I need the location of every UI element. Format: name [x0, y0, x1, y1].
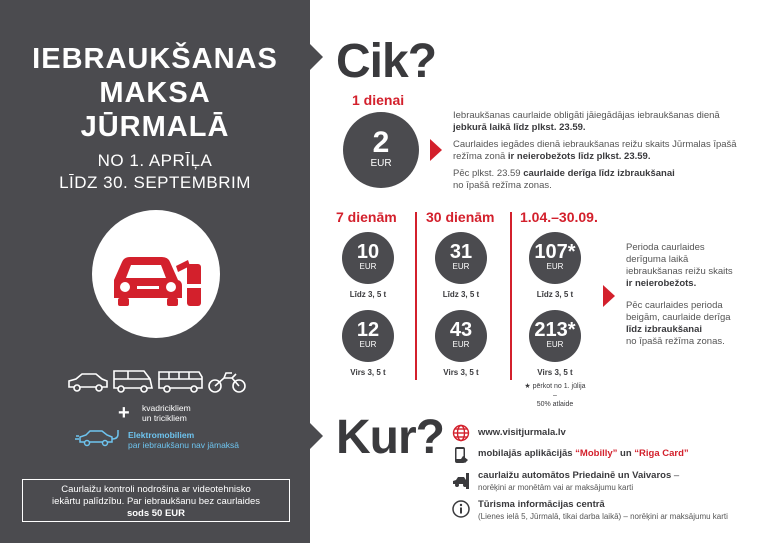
day-price-circle	[343, 112, 419, 188]
day-info-2	[453, 139, 753, 163]
col-season-label: 1.04.–30.09.	[520, 209, 598, 225]
date-range	[0, 150, 310, 194]
day-arrow-icon	[430, 139, 442, 161]
tic-address: (Lienes ielā 5, Jūrmalā, tikai darba laikā) – norēķini ar maksājumu karti	[478, 512, 728, 521]
toll-car-illustration	[92, 210, 220, 338]
period-arrow-icon	[603, 285, 615, 307]
vehicles-icon	[66, 365, 248, 395]
cap-30-heavy: Virs 3, 5 t	[443, 368, 479, 377]
day-info-1	[453, 110, 753, 134]
ev-subtitle: par iebraukšanu nav jāmaksā	[128, 440, 240, 450]
cap-7-light: Līdz 3, 5 t	[349, 290, 387, 299]
day-info-2b: režīma zonā	[453, 151, 508, 162]
plus-icon: +	[118, 402, 130, 424]
period-line-8: no īpašā režīma zonas.	[626, 336, 725, 347]
divider-1	[415, 212, 417, 380]
machines-title: caurlaižu automātos Priedainē un Vaivaros	[478, 470, 672, 481]
tic-title: Tūrisma informācijas centrā	[478, 499, 605, 510]
tourism-center	[478, 499, 763, 523]
title-line-1: IEBRAUKŠANAS	[32, 43, 278, 75]
day-info-2c: ir neierobežots līdz plkst. 23.59.	[507, 151, 651, 162]
app-riga-card: “Riga Card”	[634, 448, 689, 459]
day-info-3	[453, 168, 753, 192]
divider-2	[510, 212, 512, 380]
price-7-heavy-value: 12	[356, 319, 380, 341]
apps-text-a: mobilajās aplikācijās	[478, 448, 576, 459]
kur-pointer	[310, 423, 323, 449]
quadricycles-line-1: kvadricikliem	[142, 403, 191, 413]
price-7-light	[342, 232, 394, 284]
price-7-light-currency: EUR	[359, 262, 377, 271]
mobile-app-icon	[452, 446, 470, 464]
day-info-2a: Caurlaides iegādes dienā iebraukšanas reižu skaits Jūrmalas īpašā	[453, 139, 737, 150]
mobile-apps	[478, 448, 689, 460]
day-info-1b: jebkurā laikā līdz plkst. 23.59.	[453, 122, 586, 133]
period-line-3: iebraukšanas reižu skaits	[626, 266, 733, 277]
price-30-heavy-value: 43	[449, 319, 473, 341]
title-line-2: MAKSA	[99, 77, 211, 109]
vehicle-types	[66, 365, 248, 395]
electric-car-icon	[74, 426, 122, 448]
enforcement-notice	[22, 479, 290, 522]
price-30-light	[435, 232, 487, 284]
machines-dash: –	[671, 470, 680, 481]
info-icon	[452, 500, 470, 518]
day-label: 1 dienai	[352, 92, 405, 108]
price-30-light-value: 31	[449, 241, 473, 263]
ev-title: Elektromobiliem	[128, 430, 195, 440]
price-30-light-currency: EUR	[452, 262, 470, 271]
day-info-1a: Iebraukšanas caurlaide obligāti jāiegādājas iebraukšanas dienā	[453, 110, 720, 121]
globe-icon	[452, 424, 470, 442]
price-7-light-value: 10	[356, 241, 380, 263]
col-30-label: 30 dienām	[426, 209, 495, 225]
notice-line-2: iekārtu palīdzību. Par iebraukšanu bez caurlaides	[51, 496, 261, 507]
day-info-3c: no īpašā režīma zonas.	[453, 180, 552, 191]
price-season-light-currency: EUR	[546, 262, 564, 271]
day-info-3a: Pēc plkst. 23.59	[453, 168, 524, 179]
price-season-light	[529, 232, 581, 284]
cap-season-light: Līdz 3, 5 t	[536, 290, 574, 299]
period-line-5: Pēc caurlaides perioda	[626, 300, 723, 311]
footnote-line-1: ★ pērkot no 1. jūlija –	[524, 383, 586, 399]
quadricycles-line-2: un tricikliem	[142, 413, 187, 423]
period-line-4: ir neierobežots.	[626, 278, 697, 289]
day-price: 2	[372, 126, 390, 159]
price-season-light-value: 107*	[534, 241, 576, 263]
price-7-heavy	[342, 310, 394, 362]
cap-season-heavy: Virs 3, 5 t	[537, 368, 573, 377]
price-30-heavy-currency: EUR	[452, 340, 470, 349]
cik-heading: Cik?	[336, 35, 437, 88]
price-7-heavy-currency: EUR	[359, 340, 377, 349]
date-to: LĪDZ 30. SEPTEMBRIM	[59, 173, 251, 192]
app-mobilly: “Mobilly”	[575, 448, 618, 459]
cap-30-light: Līdz 3, 5 t	[442, 290, 480, 299]
price-season-heavy	[529, 310, 581, 362]
price-season-heavy-currency: EUR	[546, 340, 564, 349]
price-season-heavy-value: 213*	[534, 319, 576, 341]
period-line-7: līdz izbraukšanai	[626, 324, 703, 335]
quadricycles-note	[142, 403, 191, 423]
period-line-1: Perioda caurlaides	[626, 242, 705, 253]
footnote-line-2: 50% atlaide	[536, 401, 574, 408]
ticket-machine-icon	[452, 472, 470, 490]
title-line-3: JŪRMALĀ	[80, 111, 230, 143]
notice-fine: sods 50 EUR	[126, 508, 186, 519]
col-7-label: 7 dienām	[336, 209, 397, 225]
ev-note	[128, 430, 239, 450]
left-panel	[0, 0, 310, 543]
day-info-3b: caurlaide derīga līdz izbraukšanai	[523, 168, 675, 179]
ticket-machines	[478, 470, 758, 494]
cap-7-heavy: Virs 3, 5 t	[350, 368, 386, 377]
main-title	[0, 42, 310, 144]
machines-payment: norēķini ar monētām vai ar maksājumu karti	[478, 483, 634, 492]
period-line-2: derīguma laikā	[626, 254, 689, 265]
discount-footnote	[523, 382, 587, 409]
period-info	[626, 242, 756, 348]
day-currency: EUR	[370, 158, 392, 169]
notice-line-1: Caurlaižu kontroli nodrošina ar videotehnisko	[61, 484, 251, 495]
price-30-heavy	[435, 310, 487, 362]
car-at-barrier-icon	[92, 210, 220, 338]
apps-text-c: un	[617, 448, 635, 459]
kur-heading: Kur?	[336, 411, 444, 464]
date-from: NO 1. APRĪĻA	[97, 151, 213, 170]
website-link[interactable]: www.visitjurmala.lv	[478, 427, 566, 438]
cik-pointer	[310, 44, 323, 70]
period-line-6: beigām, caurlaide derīga	[626, 312, 731, 323]
